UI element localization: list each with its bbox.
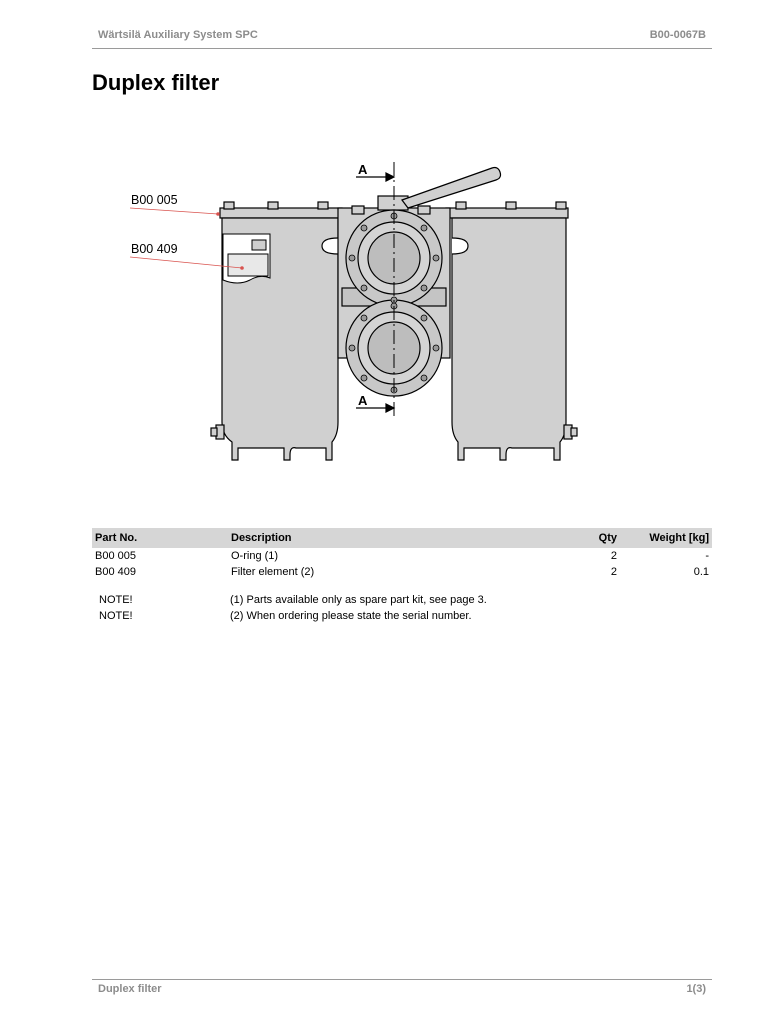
footer-title: Duplex filter [98, 983, 162, 995]
note-label: NOTE! [99, 594, 133, 606]
page-header [92, 22, 712, 49]
footer-page-number: 1(3) [686, 983, 706, 995]
part-qty: 2 [610, 566, 617, 578]
header-document-number: B00-0067B [649, 29, 706, 41]
duplex-filter-drawing [120, 150, 620, 480]
page-title: Duplex filter [92, 70, 220, 95]
section-mark-a-top: A [358, 162, 368, 177]
table-row [92, 564, 712, 580]
part-description: O-ring (1) [231, 550, 279, 562]
col-qty: Qty [564, 528, 627, 548]
part-description: Filter element (2) [231, 566, 315, 578]
col-weight: Weight [kg] [627, 528, 712, 548]
part-weight: - [705, 550, 709, 562]
part-qty: 2 [610, 550, 617, 562]
page-footer [92, 979, 712, 1000]
section-mark-a-bottom: A [358, 393, 368, 408]
col-description: Description [228, 528, 564, 548]
right-housing-body [452, 218, 566, 460]
note-text: (2) When ordering please state the serial number. [230, 610, 472, 622]
note-item [92, 610, 712, 626]
col-part-no: Part No. [92, 528, 228, 548]
table-row [92, 548, 712, 564]
parts-table-header [92, 528, 712, 548]
part-no: B00 409 [95, 566, 136, 578]
notes-section [92, 594, 712, 626]
part-no: B00 005 [95, 550, 136, 562]
parts-table [92, 528, 712, 580]
note-label: NOTE! [99, 610, 133, 622]
callout-b00-409: B00 409 [131, 242, 178, 256]
valve-handle [402, 168, 501, 209]
part-weight: 0.1 [693, 566, 709, 578]
callout-b00-005: B00 005 [131, 193, 178, 207]
note-text: (1) Parts available only as spare part kit, see page 3. [230, 594, 487, 606]
header-system-name: Wärtsilä Auxiliary System SPC [98, 29, 258, 41]
note-item [92, 594, 712, 610]
